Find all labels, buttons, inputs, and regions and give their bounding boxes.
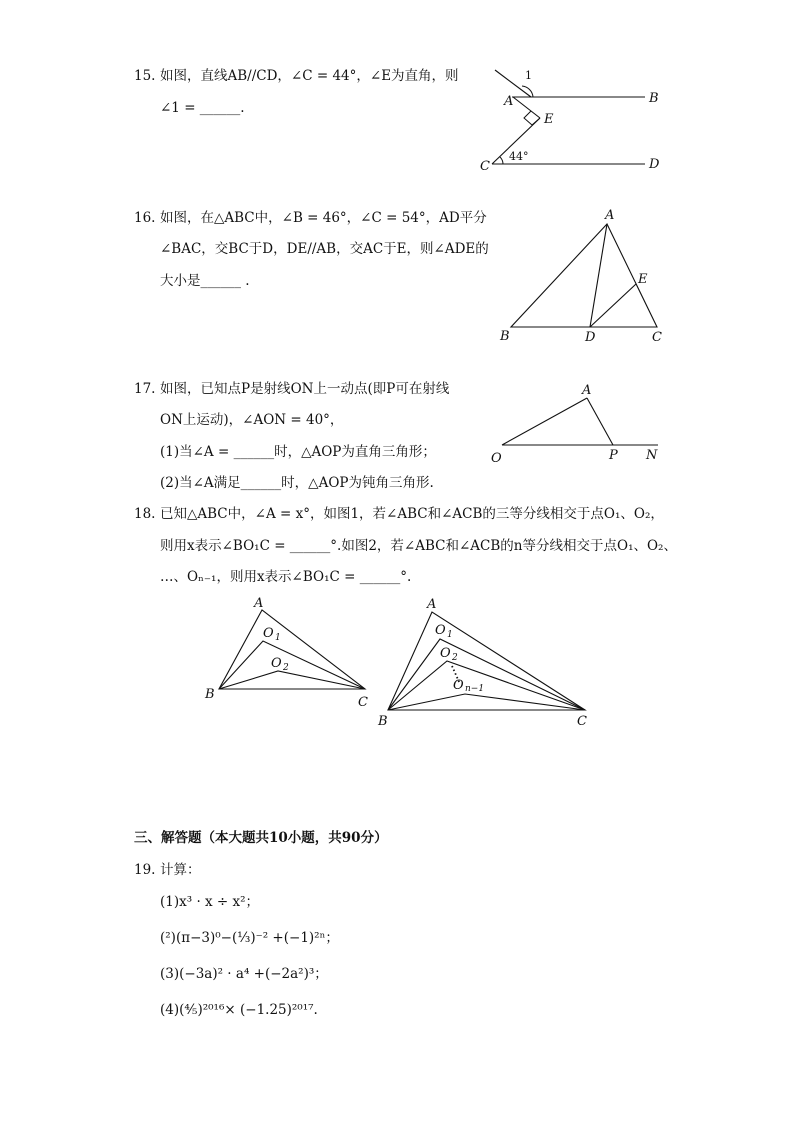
q18-fig2-sub-2: 2 <box>452 653 458 663</box>
q15-label-d: D <box>649 157 660 172</box>
q19-part1: (1)x³ · x ÷ x²； <box>160 894 260 910</box>
q18-figure1 <box>200 592 380 712</box>
q18-text-line1: 已知△ABC中，∠A = x°，如图1，若∠ABC和∠ACB的三等分线相交于点O₁、O₂， <box>160 506 664 522</box>
q18-fig2-label-a: A <box>427 597 437 612</box>
q18-fig1-sub-1: 1 <box>275 633 281 643</box>
q16-number: 16. <box>134 210 156 226</box>
q16-label-a: A <box>605 208 615 223</box>
q18-fig2-label-o2: O <box>440 646 451 661</box>
q15-label-b: B <box>649 91 659 106</box>
section3-title: 三、解答题（本大题共10小题，共90分） <box>134 830 388 846</box>
q18-text-line3: …、Oₙ₋₁，则用x表示∠BO₁C = ______°. <box>160 569 412 585</box>
q18-fig2-on-lines <box>388 694 585 710</box>
q15-label-c: C <box>480 159 490 174</box>
q16-label-d: D <box>585 330 596 345</box>
q16-triangle-abc <box>511 224 657 327</box>
q15-text-line1: 如图，直线AB//CD，∠C = 44°，∠E为直角，则 <box>160 68 459 84</box>
q17-number: 17. <box>134 381 156 397</box>
q17-label-n: N <box>646 448 658 463</box>
q18-fig1-label-b: B <box>205 687 215 702</box>
q17-figure <box>488 380 668 470</box>
q19-part2: (²)(π−3)⁰−(⅓)⁻² +(−1)²ⁿ； <box>160 930 339 946</box>
q17-label-p: P <box>609 448 618 463</box>
q16-label-e: E <box>638 272 648 287</box>
q18-fig2-sub-1: 1 <box>447 630 453 640</box>
q17-text-line2: ON上运动)，∠AON = 40°， <box>160 412 344 428</box>
q18-fig2-label-on: O <box>453 678 464 693</box>
q15-figure <box>478 64 678 179</box>
q18-fig1-sub-2: 2 <box>283 663 289 673</box>
q18-number: 18. <box>134 506 156 522</box>
q15-angle-c-arc <box>500 157 503 164</box>
q16-label-b: B <box>500 329 510 344</box>
q15-label-e: E <box>544 112 554 127</box>
q18-fig1-triangle <box>219 610 365 689</box>
q15-label-1: 1 <box>525 69 532 82</box>
q19-part3: (3)(−3a)² · a⁴ +(−2a²)³； <box>160 966 328 982</box>
q19-number: 19. <box>134 862 156 878</box>
q17-text-line4: (2)当∠A满足______时，△AOP为钝角三角形. <box>160 475 434 491</box>
q17-text-line1: 如图，已知点P是射线ON上一动点(即P可在射线 <box>160 381 450 397</box>
q16-text-line2: ∠BAC，交BC于D，DE//AB，交AC于E，则∠ADE的 <box>160 241 489 257</box>
q18-fig1-o2-lines <box>219 671 365 689</box>
q18-fig1-label-o2: O <box>271 656 282 671</box>
q18-fig2-sub-n: n−1 <box>465 684 485 694</box>
q15-number: 15. <box>134 68 156 84</box>
q15-label-a: A <box>504 94 514 109</box>
q18-fig1-label-a: A <box>254 596 264 611</box>
q18-fig1-label-c: C <box>358 695 368 710</box>
q16-text-line1: 如图，在△ABC中，∠B = 46°，∠C = 54°，AD平分 <box>160 210 487 226</box>
q18-fig1-label-o1: O <box>263 626 274 641</box>
q16-figure <box>495 205 675 350</box>
q17-label-a: A <box>582 383 592 398</box>
q18-figure2 <box>375 592 595 727</box>
q18-fig2-o2-lines <box>388 661 585 710</box>
q18-fig2-label-o1: O <box>435 623 446 638</box>
q17-text-line3: (1)当∠A = ______时，△AOP为直角三角形； <box>160 444 436 460</box>
q15-label-44: 44° <box>509 150 529 163</box>
q18-fig2-label-c: C <box>577 714 587 729</box>
q15-right-angle-mark <box>524 111 540 125</box>
q16-label-c: C <box>652 330 662 345</box>
q16-text-line3: 大小是______ . <box>160 273 250 289</box>
q18-fig2-label-b: B <box>378 714 388 729</box>
q17-line-ap <box>587 398 613 445</box>
q17-line-oa <box>502 398 587 445</box>
q19-part4: (4)(⁴⁄₅)²⁰¹⁶× (−1.25)²⁰¹⁷. <box>160 1002 318 1018</box>
q19-intro: 计算： <box>160 862 201 878</box>
q15-text-line2: ∠1 = ______. <box>160 100 245 116</box>
q16-line-de <box>590 284 636 327</box>
q18-text-line2: 则用x表示∠BO₁C = ______°.如图2，若∠ABC和∠ACB的n等分线相交于点O₁、O₂、 <box>160 538 677 554</box>
q17-label-o: O <box>491 451 502 466</box>
